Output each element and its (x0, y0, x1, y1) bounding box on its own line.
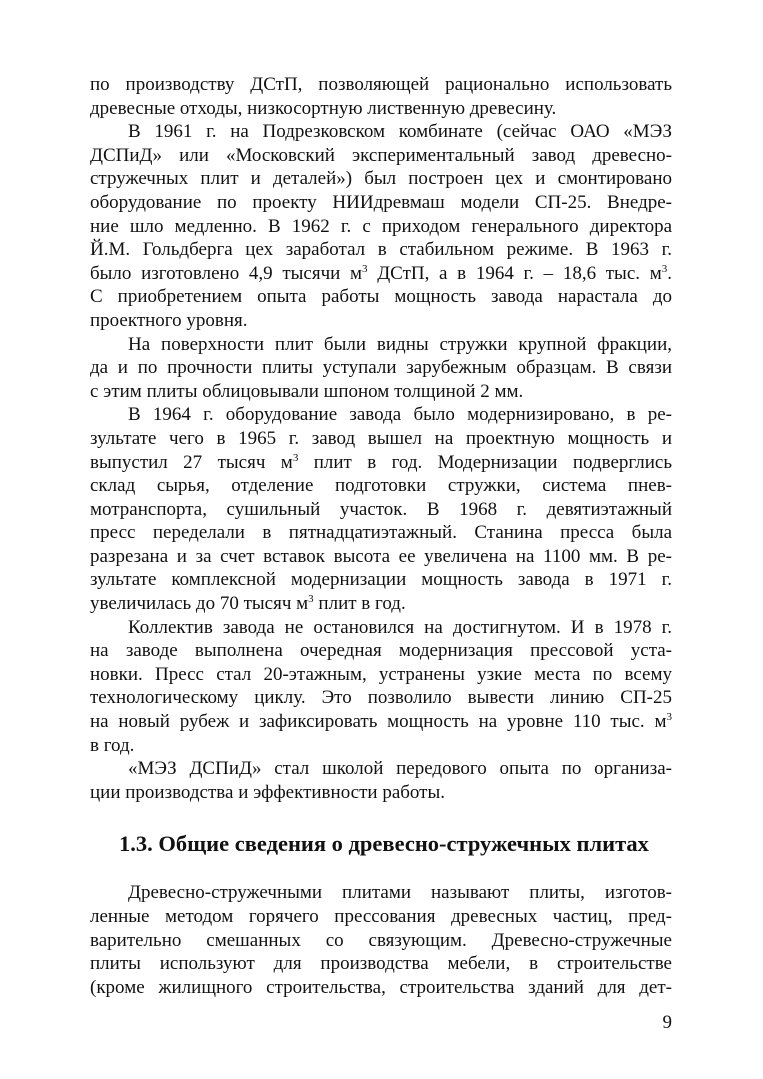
text-line: В 1961 г. на Подрезковском комбинате (сейчас ОАО «МЭЗ (128, 121, 672, 143)
paragraph-modernization-1964 (90, 403, 672, 615)
text-line: Коллектив завода не остановился на достигнутом. И в 1978 г. (128, 616, 672, 638)
text-line: пресс переделали в пятнадцатиэтажный. Станина пресса была (90, 522, 672, 544)
text-line: ции производства и эффективности работы. (90, 781, 445, 803)
text-line: увеличилась до 70 тысяч $м^3$ плит в год. (90, 593, 406, 615)
text-line: оборудование по проекту НИИдревмаш модели СП-25. Внедре- (90, 191, 672, 213)
text-line: ние шло медленно. В 1962 г. с приходом генерального директора (90, 215, 672, 237)
text-line: плиты используют для производства мебели, в строительстве (90, 953, 672, 975)
text-line: варительно смешанных со связующим. Древесно-стружечные (90, 929, 672, 951)
text-line: новки. Пресс стал 20-этажным, устранены узкие места по всему (90, 663, 672, 685)
paragraph-modernization-1978 (90, 616, 672, 758)
text-line: ленные методом горячего прессования древесных частиц, пред- (90, 906, 672, 927)
text-line: ДСПиД» или «Московский экспериментальный завод древесно- (90, 144, 672, 166)
paragraph-history-1961 (90, 120, 672, 332)
paragraph-definition (90, 881, 672, 999)
paragraph-school (90, 757, 672, 804)
text-line: древесные отходы, низкосортную лиственную древесину. (90, 97, 557, 119)
text-line: зультате чего в 1965 г. завод вышел на проектную мощность и (90, 427, 672, 449)
superscript: 3 (362, 262, 368, 275)
superscript: 3 (661, 262, 668, 275)
superscript: 3 (666, 711, 672, 724)
text-line: технологическому циклу. Это позволило вывести линию СП-25 (90, 687, 672, 709)
text-line: по производству ДСтП, позволяющей рационально использовать (90, 74, 672, 95)
text-line: разрезана и за счет вставок высота ее увеличена на 1100 мм. В ре- (90, 545, 672, 567)
page-number: 9 (662, 1012, 672, 1033)
text-line: выпустил 27 тысяч $м^3$ плит в год. Модернизации подверглись (90, 451, 672, 473)
text-line: Древесно-стружечными плитами называют плиты, изготов- (128, 882, 672, 904)
section-heading: 1.3. Общие сведения о древесно-стружечных плитах (119, 831, 649, 857)
paragraph-quality (90, 333, 672, 404)
text-line: Й.М. Гольдберга цех заработал в стабильном режиме. В 1963 г. (90, 239, 672, 261)
text-line: стружечных плит и деталей») был построен цех и смонтировано (90, 168, 672, 190)
text-line: с этим плиты облицовывали шпоном толщиной 2 мм. (90, 380, 524, 402)
text-line: В 1964 г. оборудование завода было модернизировано, в ре- (128, 404, 672, 426)
text-line: мотранспорта, сушильный участок. В 1968 г. девятиэтажный (90, 498, 672, 520)
text-line: было изготовлено 4,9 тысячи $м^3$ ДСтП, а в 1964 г. – 18,6 тыс. $м^3$. (90, 262, 672, 284)
text-line: проектного уровня. (90, 309, 248, 331)
text-line: (кроме жилищного строительства, строительства зданий для дет- (90, 976, 672, 998)
text-line: на новый рубеж и зафиксировать мощность на уровне 110 тыс. $м^3$ (90, 711, 672, 733)
text-line: «МЭЗ ДСПиД» стал школой передового опыта по организа- (128, 758, 672, 780)
text-line: С приобретением опыта работы мощность завода нарастала до (90, 286, 672, 308)
text-line: на заводе выполнена очередная модернизация прессовой уста- (90, 640, 672, 662)
text-line: в год. (90, 734, 135, 756)
text-line: да и по прочности плиты уступали зарубежным образцам. В связи (90, 357, 672, 379)
text-line: склад сырья, отделение подготовки стружки, система пнев- (90, 475, 672, 497)
superscript: 3 (308, 593, 314, 606)
text-line: зультате комплексной модернизации мощность завода в 1971 г. (90, 569, 672, 591)
superscript: 3 (292, 451, 299, 464)
paragraph-intro (90, 73, 672, 120)
text-line: На поверхности плит были видны стружки крупной фракции, (128, 333, 672, 355)
